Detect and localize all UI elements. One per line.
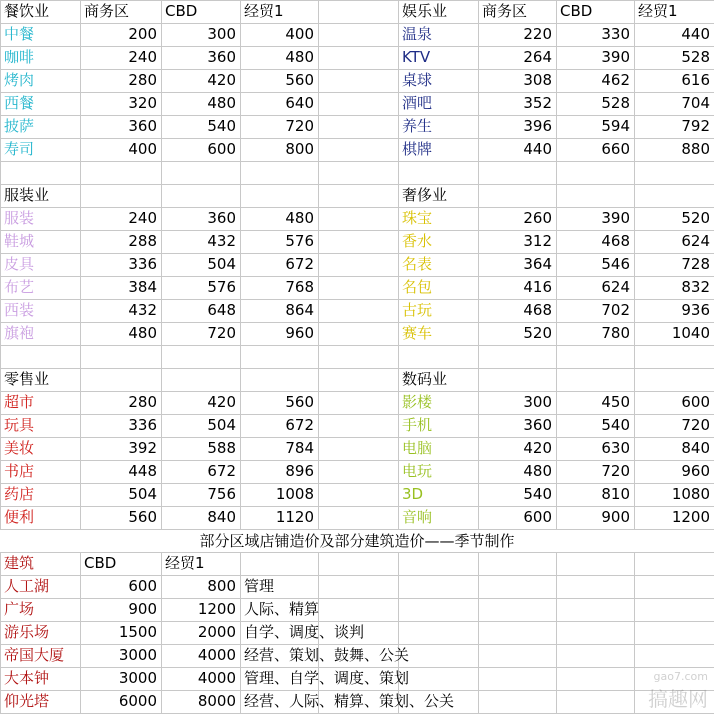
price-value[interactable]: 400: [285, 25, 314, 43]
price-value[interactable]: 240: [128, 48, 157, 66]
price-value[interactable]: 576: [285, 232, 314, 250]
watermark-brand: 搞趣网: [648, 687, 708, 711]
shop-name[interactable]: 书店: [4, 462, 35, 480]
price-value[interactable]: 840: [207, 508, 236, 526]
grid-column-line: [161, 0, 162, 714]
price-value[interactable]: 468: [523, 301, 552, 319]
shop-name[interactable]: 古玩: [402, 301, 433, 319]
price-value[interactable]: 588: [207, 439, 236, 457]
price-value[interactable]: 600: [523, 508, 552, 526]
column-header[interactable]: 商务区: [84, 2, 130, 20]
grid-column-line: [240, 0, 241, 714]
price-value[interactable]: 672: [285, 416, 314, 434]
building-name[interactable]: 游乐场: [4, 623, 50, 641]
price-value[interactable]: 432: [128, 301, 157, 319]
building-cost[interactable]: 8000: [197, 692, 236, 710]
price-value[interactable]: 432: [207, 232, 236, 250]
grid-column-line: [0, 0, 1, 714]
building-cost[interactable]: 4000: [197, 669, 236, 687]
price-value[interactable]: 300: [207, 25, 236, 43]
section-title[interactable]: 数码业: [402, 370, 448, 388]
price-value[interactable]: 312: [523, 232, 552, 250]
skill-requirement[interactable]: 经营、策划、鼓舞、公关: [244, 646, 410, 664]
watermark-site: gao7.com: [653, 670, 708, 683]
price-value[interactable]: 560: [285, 71, 314, 89]
price-value[interactable]: 420: [523, 439, 552, 457]
skill-requirement[interactable]: 人际、精算: [244, 600, 320, 618]
price-value[interactable]: 1040: [671, 324, 710, 342]
price-value[interactable]: 624: [601, 278, 630, 296]
shop-name[interactable]: 温泉: [402, 25, 433, 43]
shop-name[interactable]: 3D: [402, 485, 424, 503]
price-value[interactable]: 504: [207, 416, 236, 434]
section-title[interactable]: 奢侈业: [402, 186, 448, 204]
price-value[interactable]: 420: [207, 393, 236, 411]
shop-name[interactable]: 养生: [402, 117, 433, 135]
price-value[interactable]: 1008: [275, 485, 314, 503]
section-title[interactable]: 餐饮业: [4, 2, 50, 20]
shop-name[interactable]: 名表: [402, 255, 433, 273]
price-value[interactable]: 594: [601, 117, 630, 135]
price-value[interactable]: 504: [207, 255, 236, 273]
price-value[interactable]: 390: [601, 209, 630, 227]
column-header[interactable]: CBD: [84, 554, 117, 572]
price-value[interactable]: 1120: [275, 508, 314, 526]
shop-name[interactable]: 咖啡: [4, 48, 35, 66]
price-value[interactable]: 280: [128, 393, 157, 411]
price-value[interactable]: 360: [207, 209, 236, 227]
price-value[interactable]: 520: [681, 209, 710, 227]
shop-name[interactable]: 酒吧: [402, 94, 433, 112]
price-value[interactable]: 320: [128, 94, 157, 112]
price-value[interactable]: 900: [601, 508, 630, 526]
shop-name[interactable]: 音响: [402, 508, 433, 526]
building-cost[interactable]: 6000: [118, 692, 157, 710]
building-cost[interactable]: 4000: [197, 646, 236, 664]
shop-name[interactable]: 电玩: [402, 462, 433, 480]
column-header[interactable]: 经贸1: [165, 554, 205, 572]
price-value[interactable]: 462: [601, 71, 630, 89]
building-cost[interactable]: 900: [128, 600, 157, 618]
grid-column-line: [80, 0, 81, 714]
shop-name[interactable]: 名包: [402, 278, 433, 296]
shop-name[interactable]: 皮具: [4, 255, 35, 273]
price-value[interactable]: 260: [523, 209, 552, 227]
price-value[interactable]: 648: [207, 301, 236, 319]
column-header[interactable]: 经贸1: [638, 2, 678, 20]
price-value[interactable]: 640: [285, 94, 314, 112]
price-value[interactable]: 880: [681, 140, 710, 158]
building-name[interactable]: 仰光塔: [4, 692, 50, 710]
price-value[interactable]: 528: [681, 48, 710, 66]
grid-row-line: [0, 368, 714, 369]
price-value[interactable]: 528: [601, 94, 630, 112]
price-value[interactable]: 720: [207, 324, 236, 342]
price-value[interactable]: 352: [523, 94, 552, 112]
price-value[interactable]: 468: [601, 232, 630, 250]
price-value[interactable]: 560: [128, 508, 157, 526]
shop-name[interactable]: 珠宝: [402, 209, 433, 227]
price-value[interactable]: 480: [128, 324, 157, 342]
price-value[interactable]: 308: [523, 71, 552, 89]
table-caption: 部分区域店铺造价及部分建筑造价——季节制作: [0, 530, 714, 552]
price-value[interactable]: 576: [207, 278, 236, 296]
shop-name[interactable]: 西餐: [4, 94, 35, 112]
price-value[interactable]: 520: [523, 324, 552, 342]
price-value[interactable]: 450: [601, 393, 630, 411]
price-value[interactable]: 280: [128, 71, 157, 89]
price-value[interactable]: 896: [285, 462, 314, 480]
price-value[interactable]: 704: [681, 94, 710, 112]
section-title[interactable]: 建筑: [4, 554, 35, 572]
price-value[interactable]: 288: [128, 232, 157, 250]
price-value[interactable]: 480: [285, 209, 314, 227]
price-value[interactable]: 1080: [671, 485, 710, 503]
shop-name[interactable]: 中餐: [4, 25, 35, 43]
column-header[interactable]: CBD: [165, 2, 198, 20]
price-value[interactable]: 360: [128, 117, 157, 135]
building-cost[interactable]: 1500: [118, 623, 157, 641]
building-name[interactable]: 大本钟: [4, 669, 50, 687]
skill-requirement[interactable]: 管理: [244, 577, 275, 595]
column-header[interactable]: 商务区: [482, 2, 528, 20]
shop-name[interactable]: 服装: [4, 209, 35, 227]
price-value[interactable]: 360: [523, 416, 552, 434]
shop-name[interactable]: 超市: [4, 393, 35, 411]
price-value[interactable]: 702: [601, 301, 630, 319]
price-value[interactable]: 220: [523, 25, 552, 43]
skill-requirement[interactable]: 自学、调度、谈判: [244, 623, 365, 641]
price-value[interactable]: 400: [128, 140, 157, 158]
price-value[interactable]: 546: [601, 255, 630, 273]
price-value[interactable]: 792: [681, 117, 710, 135]
column-header[interactable]: 经贸1: [244, 2, 284, 20]
price-value[interactable]: 672: [285, 255, 314, 273]
building-cost[interactable]: 1200: [197, 600, 236, 618]
shop-name[interactable]: 布艺: [4, 278, 35, 296]
price-value[interactable]: 864: [285, 301, 314, 319]
price-value[interactable]: 936: [681, 301, 710, 319]
price-value[interactable]: 416: [523, 278, 552, 296]
shop-name[interactable]: 影楼: [402, 393, 433, 411]
skill-requirement[interactable]: 经营、人际、精算、策划、公关: [244, 692, 455, 710]
building-name[interactable]: 广场: [4, 600, 35, 618]
shop-name[interactable]: 鞋城: [4, 232, 35, 250]
price-value[interactable]: 440: [523, 140, 552, 158]
shop-name[interactable]: 电脑: [402, 439, 433, 457]
price-value[interactable]: 616: [681, 71, 710, 89]
price-value[interactable]: 300: [523, 393, 552, 411]
building-cost[interactable]: 800: [207, 577, 236, 595]
price-value[interactable]: 240: [128, 209, 157, 227]
price-value[interactable]: 336: [128, 255, 157, 273]
price-value[interactable]: 540: [207, 117, 236, 135]
price-value[interactable]: 780: [601, 324, 630, 342]
shop-name[interactable]: 旗袍: [4, 324, 35, 342]
price-value[interactable]: 600: [681, 393, 710, 411]
price-value[interactable]: 480: [523, 462, 552, 480]
building-cost[interactable]: 600: [128, 577, 157, 595]
price-value[interactable]: 800: [285, 140, 314, 158]
price-value[interactable]: 672: [207, 462, 236, 480]
price-value[interactable]: 784: [285, 439, 314, 457]
building-name[interactable]: 帝国大厦: [4, 646, 65, 664]
price-value[interactable]: 810: [601, 485, 630, 503]
shop-name[interactable]: 赛车: [402, 324, 433, 342]
price-value[interactable]: 384: [128, 278, 157, 296]
price-value[interactable]: 390: [601, 48, 630, 66]
price-value[interactable]: 840: [681, 439, 710, 457]
shop-name[interactable]: 便利: [4, 508, 35, 526]
shop-name[interactable]: 披萨: [4, 117, 35, 135]
watermark-logo: [648, 670, 708, 712]
skill-requirement[interactable]: 管理、自学、调度、策划: [244, 669, 410, 687]
column-header[interactable]: CBD: [560, 2, 593, 20]
shop-name[interactable]: 玩具: [4, 416, 35, 434]
shop-name[interactable]: 美妆: [4, 439, 35, 457]
price-value[interactable]: 768: [285, 278, 314, 296]
shop-name[interactable]: 桌球: [402, 71, 433, 89]
section-title[interactable]: 服装业: [4, 186, 50, 204]
building-cost[interactable]: 3000: [118, 669, 157, 687]
price-value[interactable]: 200: [128, 25, 157, 43]
price-value[interactable]: 560: [285, 393, 314, 411]
price-value[interactable]: 420: [207, 71, 236, 89]
price-value[interactable]: 360: [207, 48, 236, 66]
price-value[interactable]: 264: [523, 48, 552, 66]
price-value[interactable]: 660: [601, 140, 630, 158]
shop-name[interactable]: KTV: [402, 48, 431, 66]
price-value[interactable]: 330: [601, 25, 630, 43]
price-value[interactable]: 336: [128, 416, 157, 434]
price-value[interactable]: 504: [128, 485, 157, 503]
price-value[interactable]: 540: [601, 416, 630, 434]
price-value[interactable]: 720: [681, 416, 710, 434]
price-value[interactable]: 720: [601, 462, 630, 480]
shop-name[interactable]: 寿司: [4, 140, 35, 158]
price-value[interactable]: 756: [207, 485, 236, 503]
grid-row-line: [0, 345, 714, 346]
price-value[interactable]: 720: [285, 117, 314, 135]
grid-row-line: [0, 184, 714, 185]
building-cost[interactable]: 3000: [118, 646, 157, 664]
price-value[interactable]: 630: [601, 439, 630, 457]
section-title[interactable]: 零售业: [4, 370, 50, 388]
shop-name[interactable]: 西装: [4, 301, 35, 319]
price-value[interactable]: 392: [128, 439, 157, 457]
price-value[interactable]: 624: [681, 232, 710, 250]
price-value[interactable]: 832: [681, 278, 710, 296]
price-value[interactable]: 600: [207, 140, 236, 158]
price-value[interactable]: 480: [207, 94, 236, 112]
shop-name[interactable]: 药店: [4, 485, 35, 503]
shop-name[interactable]: 手机: [402, 416, 433, 434]
price-value[interactable]: 440: [681, 25, 710, 43]
section-title[interactable]: 娱乐业: [402, 2, 448, 20]
price-value[interactable]: 480: [285, 48, 314, 66]
shop-name[interactable]: 棋牌: [402, 140, 433, 158]
price-value[interactable]: 728: [681, 255, 710, 273]
price-value[interactable]: 396: [523, 117, 552, 135]
building-cost[interactable]: 2000: [197, 623, 236, 641]
price-value[interactable]: 540: [523, 485, 552, 503]
price-value[interactable]: 960: [681, 462, 710, 480]
price-value[interactable]: 448: [128, 462, 157, 480]
grid-row-line: [0, 161, 714, 162]
shop-name[interactable]: 香水: [402, 232, 433, 250]
price-value[interactable]: 960: [285, 324, 314, 342]
price-value[interactable]: 364: [523, 255, 552, 273]
building-name[interactable]: 人工湖: [4, 577, 50, 595]
price-value[interactable]: 1200: [671, 508, 710, 526]
shop-name[interactable]: 烤肉: [4, 71, 35, 89]
